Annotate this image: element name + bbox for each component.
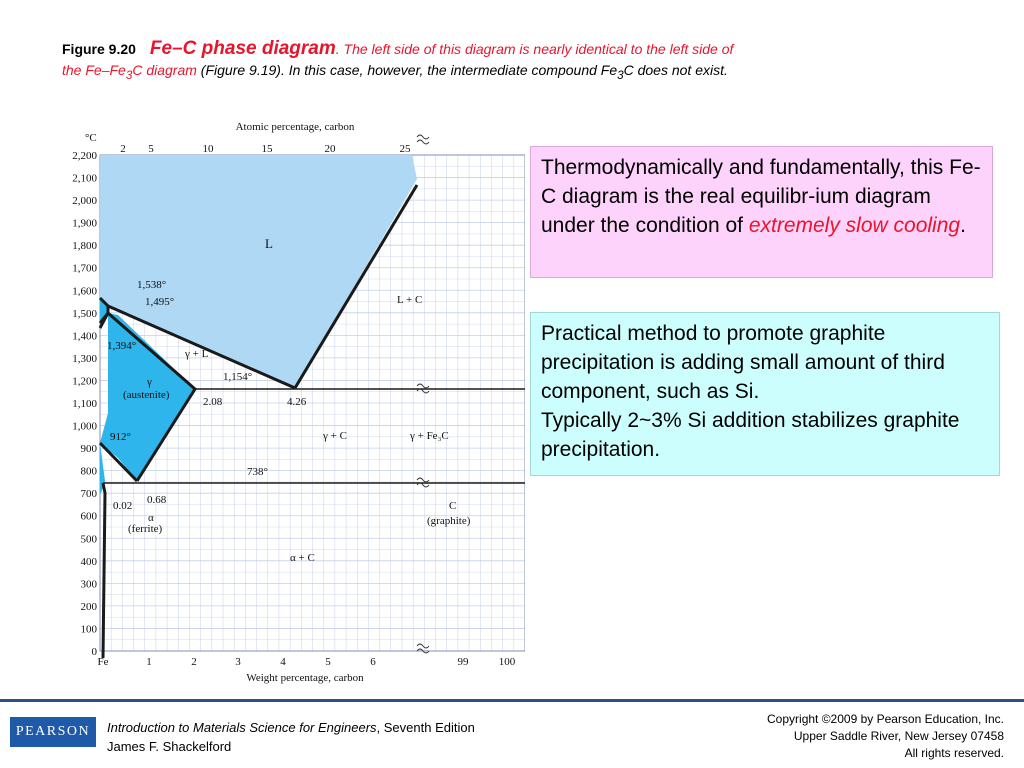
bottom-axis-label: Weight percentage, carbon [246, 672, 364, 684]
figure-caption [62, 38, 962, 86]
caption-text-2: (Figure 9.19). In this case, however, the intermediate compound $Fe_3C$ does not exist. [196, 62, 728, 82]
top-tick-label: 2 [120, 143, 126, 155]
copyright-line-2: Upper Saddle River, New Jersey 07458 [793, 729, 1004, 743]
label-alpha: α [148, 512, 154, 524]
y-tick-label: 1,500 [72, 307, 97, 320]
phase-diagram-svg [55, 113, 525, 688]
y-tick-label: 800 [80, 465, 97, 478]
label-1495: 1,495° [145, 296, 175, 308]
y-tick-label: 700 [80, 488, 97, 501]
y-tick-label: 500 [80, 533, 97, 546]
top-axis-label: Atomic percentage, carbon [235, 121, 355, 133]
y-tick-label: 0 [91, 646, 97, 658]
y-tick-label: 2,100 [72, 172, 97, 185]
y-tick-label: 1,600 [72, 285, 97, 298]
caption-fe-fe3c: the $Fe-Fe_3C$ diagram [62, 62, 197, 82]
book-title: Introduction to Materials Science for Engineers [107, 720, 377, 735]
y-tick-label: 1,300 [72, 352, 97, 365]
x-tick-label: Fe [97, 656, 109, 668]
y-tick-label: 1,700 [72, 262, 97, 275]
footer-divider [0, 699, 1024, 702]
label-alpha-c: α + C [290, 552, 315, 564]
y-tick-label: 1,900 [72, 217, 97, 230]
x-tick-label: 4 [280, 656, 286, 668]
label-068: 0.68 [147, 494, 167, 506]
label-1538: 1,538° [137, 279, 167, 291]
top-tick-label: 15 [261, 143, 273, 155]
top-tick-label: 25 [399, 143, 411, 155]
y-tick-label: 400 [80, 555, 97, 568]
y-tick-label: 900 [80, 443, 97, 456]
y-tick-label: 100 [80, 623, 97, 636]
unit-label: °C [85, 132, 97, 144]
y-tick-label: 600 [80, 510, 97, 523]
label-l-c: L + C [397, 294, 423, 306]
label-208: 2.08 [203, 396, 223, 408]
box2-line-2: Typically 2~3% Si addition stabilizes graphite precipitation. [541, 409, 960, 461]
box1-text: Thermodynamically and fundamentally, this Fe-C diagram is the real equilibr-ium diagram under the condition of [541, 156, 981, 237]
axis-break-mark [417, 644, 429, 653]
label-738: 738° [247, 466, 268, 478]
y-tick-label: 300 [80, 578, 97, 591]
y-tick-label: 200 [80, 600, 97, 613]
x-tick-label: 5 [325, 656, 331, 668]
y-tick-label: 1,100 [72, 398, 97, 410]
book-edition: , Seventh Edition [376, 720, 475, 735]
label-1394: 1,394° [107, 340, 137, 352]
x-tick-label: 3 [235, 656, 241, 668]
label-c: C [449, 500, 457, 512]
label-gamma-fe3c: γ + Fe₃C [410, 430, 449, 442]
info-box-equilibrium [530, 146, 993, 278]
label-426: 4.26 [287, 396, 307, 408]
y-tick-label: 1,200 [72, 375, 97, 388]
figure-label: Figure 9.20 [62, 41, 136, 57]
info-box-graphite [530, 312, 1000, 476]
copyright-line-1: Copyright ©2009 by Pearson Education, Inc. [767, 712, 1004, 726]
y-tick-label: 1,000 [72, 420, 97, 433]
label-austenite: (austenite) [123, 389, 170, 401]
label-ferrite: (ferrite) [128, 523, 163, 535]
y-tick-label: 1,800 [72, 240, 97, 253]
top-tick-label: 20 [324, 143, 336, 155]
box1-emphasis: extremely slow cooling [748, 214, 961, 237]
book-reference [107, 718, 475, 756]
box2-line-1: Practical method to promote graphite precipitation is adding small amount of third component, such as Si. [541, 322, 945, 403]
y-tick-label: 2,200 [72, 150, 97, 162]
caption-text-1: . The left side of this diagram is nearly identical to the left side of [335, 41, 734, 57]
label-912: 912° [110, 431, 131, 443]
label-gamma-c: γ + C [323, 430, 347, 442]
label-002: 0.02 [113, 500, 133, 512]
label-gamma-l: γ + L [185, 348, 209, 360]
figure-title: Fe–C phase diagram [149, 38, 336, 59]
axis-break-mark [417, 135, 429, 144]
x-tick-label: 2 [191, 656, 197, 668]
x-tick-label: 100 [498, 656, 516, 668]
y-tick-label: 1,400 [72, 330, 97, 343]
phase-diagram [55, 113, 525, 688]
x-tick-label: 6 [370, 656, 376, 668]
label-graphite: (graphite) [427, 515, 471, 527]
label-gamma: γ [147, 376, 152, 388]
pearson-logo: PEARSON [10, 717, 96, 747]
copyright-notice [767, 711, 1004, 762]
top-tick-label: 5 [148, 143, 154, 155]
top-tick-label: 10 [202, 143, 214, 155]
label-l: L [265, 236, 273, 251]
book-author: James F. Shackelford [107, 739, 232, 754]
x-tick-label: 99 [457, 656, 469, 668]
box1-end: . [960, 214, 966, 237]
label-1154: 1,154° [223, 371, 253, 383]
x-tick-label: 1 [146, 656, 152, 668]
copyright-line-3: All rights reserved. [904, 746, 1004, 760]
y-tick-label: 2,000 [72, 195, 97, 208]
